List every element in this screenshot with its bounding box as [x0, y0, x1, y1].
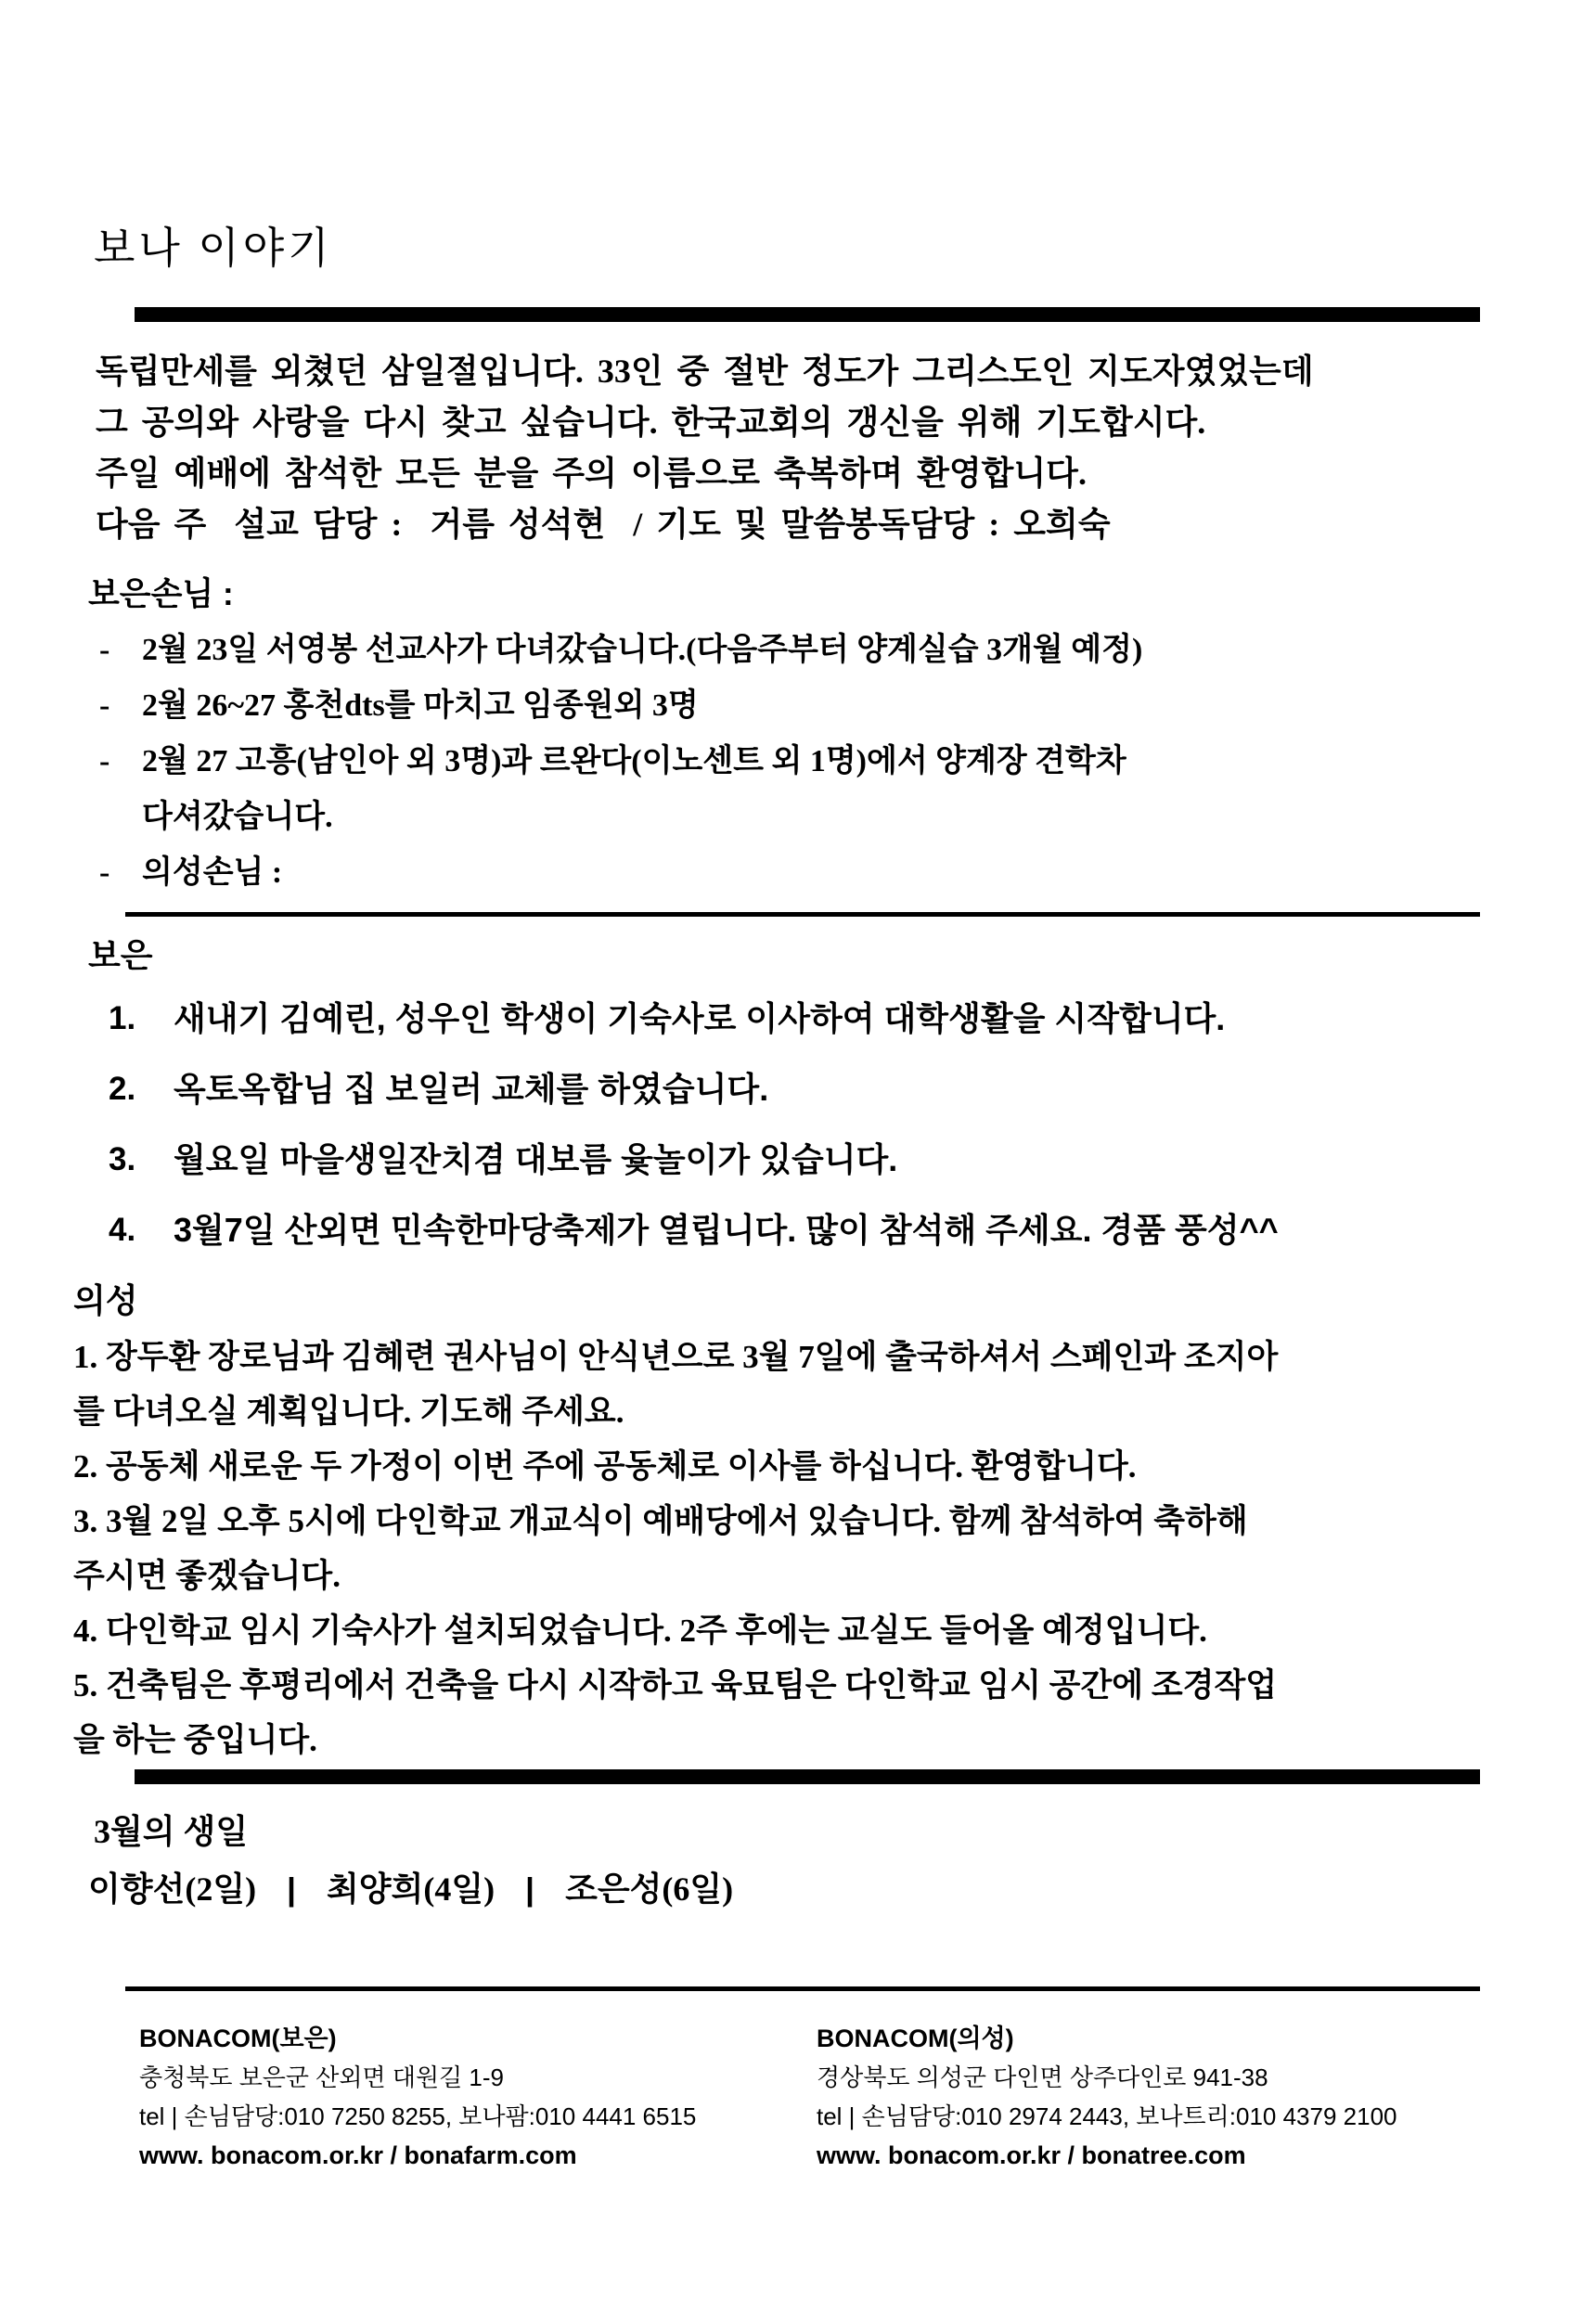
list-item	[88, 987, 1494, 1058]
guest-item-text: 2월 23일 서영봉 선교사가 다녀갔습니다.(다음주부터 양계실습 3개월 예정)	[142, 633, 1143, 667]
uiseong-line: 4. 다인학교 임시 기숙사가 설치되었습니다. 2주 후에는 교실도 들어올 예정입니다.	[73, 1613, 1207, 1649]
bottom-section-divider	[135, 1769, 1480, 1784]
dash-bullet-icon: -	[99, 855, 110, 890]
boeun-list	[88, 987, 1494, 1269]
guest-item	[88, 734, 1494, 845]
dash-bullet-icon: -	[99, 688, 110, 723]
uiseong-line: 를 다녀오실 계획입니다. 기도해 주세요.	[73, 1394, 624, 1430]
org-website: www. bonacom.or.kr / bonatree.com	[817, 2141, 1246, 2169]
list-item-number: 1.	[109, 1000, 136, 1036]
section-divider	[125, 912, 1480, 917]
guest-item-text: 의성손님 :	[142, 855, 283, 890]
uiseong-line: 을 하는 중입니다.	[73, 1722, 317, 1758]
list-item-number: 3.	[109, 1141, 136, 1177]
guest-section-label: 보은손님 :	[88, 576, 234, 612]
uiseong-list	[73, 1330, 1494, 1768]
intro-line: 다음 주 설교 담당 : 거름 성석현 / 기도 및 말씀봉독담당 : 오희숙	[96, 506, 1111, 543]
org-tel: tel | 손님담당:010 2974 2443, 보나트리:010 4379 2100	[817, 2102, 1397, 2130]
footer	[139, 2019, 1494, 2175]
intro-paragraph	[88, 346, 1494, 550]
dash-bullet-icon: -	[99, 744, 110, 778]
page-title: 보나 이야기	[94, 225, 333, 272]
intro-line: 독립만세를 외쳤던 삼일절입니다. 33인 중 절반 정도가 그리스도인 지도자였었는데	[96, 353, 1314, 390]
guest-item-text: 다셔갔습니다.	[142, 800, 333, 834]
org-tel: tel | 손님담당:010 7250 8255, 보나팜:010 4441 6515	[139, 2102, 697, 2130]
footer-uiseong-column	[817, 2019, 1494, 2175]
guest-item	[88, 678, 1494, 734]
boeun-heading: 보은	[88, 936, 153, 974]
birthday-section	[88, 1808, 1494, 1912]
list-item-number: 4.	[109, 1212, 136, 1248]
vertical-bar-separator-icon: |	[284, 1870, 299, 1908]
guest-item	[88, 845, 1494, 901]
list-item-text: 옥토옥합님 집 보일러 교체를 하였습니다.	[174, 1070, 769, 1108]
dash-bullet-icon: -	[99, 633, 110, 667]
list-item-text: 새내기 김예린, 성우인 학생이 기숙사로 이사하여 대학생활을 시작합니다.	[174, 999, 1226, 1037]
list-item-text: 3월7일 산외면 민속한마당축제가 열립니다. 많이 참석해 주세요. 경품 풍성^^	[174, 1211, 1279, 1249]
uiseong-heading: 의성	[73, 1281, 138, 1319]
uiseong-line: 1. 장두환 장로님과 김혜련 권사님이 안식년으로 3월 7일에 출국하셔서 스페인과 조지아	[73, 1339, 1279, 1375]
intro-line: 주일 예배에 참석한 모든 분을 주의 이름으로 축복하며 환영합니다.	[96, 455, 1087, 492]
footer-boeun-column	[139, 2019, 817, 2175]
list-item	[88, 1199, 1494, 1269]
birthday-row	[88, 1866, 1494, 1912]
uiseong-line: 5. 건축팀은 후평리에서 건축을 다시 시작하고 육묘팀은 다인학교 임시 공간에 조경작업	[73, 1667, 1278, 1703]
list-item	[88, 1128, 1494, 1199]
footer-divider	[125, 1986, 1480, 1991]
uiseong-line: 3. 3월 2일 오후 5시에 다인학교 개교식이 예배당에서 있습니다. 함께 참석하여 축하해	[73, 1503, 1248, 1539]
org-name: BONACOM(보은)	[139, 2025, 337, 2052]
birthday-entry: 최양희(4일)	[327, 1870, 496, 1908]
list-item	[88, 1058, 1494, 1128]
guest-item-text: 2월 27 고흥(남인아 외 3명)과 르완다(이노센트 외 1명)에서 양계장 견학차	[142, 744, 1126, 778]
org-website: www. bonacom.or.kr / bonafarm.com	[139, 2141, 577, 2169]
intro-line: 그 공의와 사랑을 다시 찾고 싶습니다. 한국교회의 갱신을 위해 기도합시다.	[96, 404, 1206, 441]
birthday-entry: 이향선(2일)	[88, 1870, 257, 1908]
guest-section	[88, 567, 1494, 901]
uiseong-line: 2. 공동체 새로운 두 가정이 이번 주에 공동체로 이사를 하십니다. 환영합니다.	[73, 1448, 1137, 1485]
birthday-entry: 조은성(6일)	[565, 1870, 734, 1908]
list-item-number: 2.	[109, 1071, 136, 1107]
guest-item-text: 2월 26~27 홍천dts를 마치고 임종원외 3명	[142, 688, 699, 723]
vertical-bar-separator-icon: |	[522, 1870, 537, 1908]
guest-item	[88, 623, 1494, 678]
org-address: 충청북도 보은군 산외면 대원길 1-9	[139, 2063, 504, 2091]
birthdays-heading: 3월의 생일	[94, 1813, 249, 1850]
title-divider	[135, 307, 1480, 322]
org-address: 경상북도 의성군 다인면 상주다인로 941-38	[817, 2063, 1268, 2091]
org-name: BONACOM(의성)	[817, 2025, 1014, 2052]
uiseong-line: 주시면 좋겠습니다.	[73, 1558, 341, 1594]
list-item-text: 월요일 마을생일잔치겸 대보름 윷놀이가 있습니다.	[174, 1140, 898, 1178]
